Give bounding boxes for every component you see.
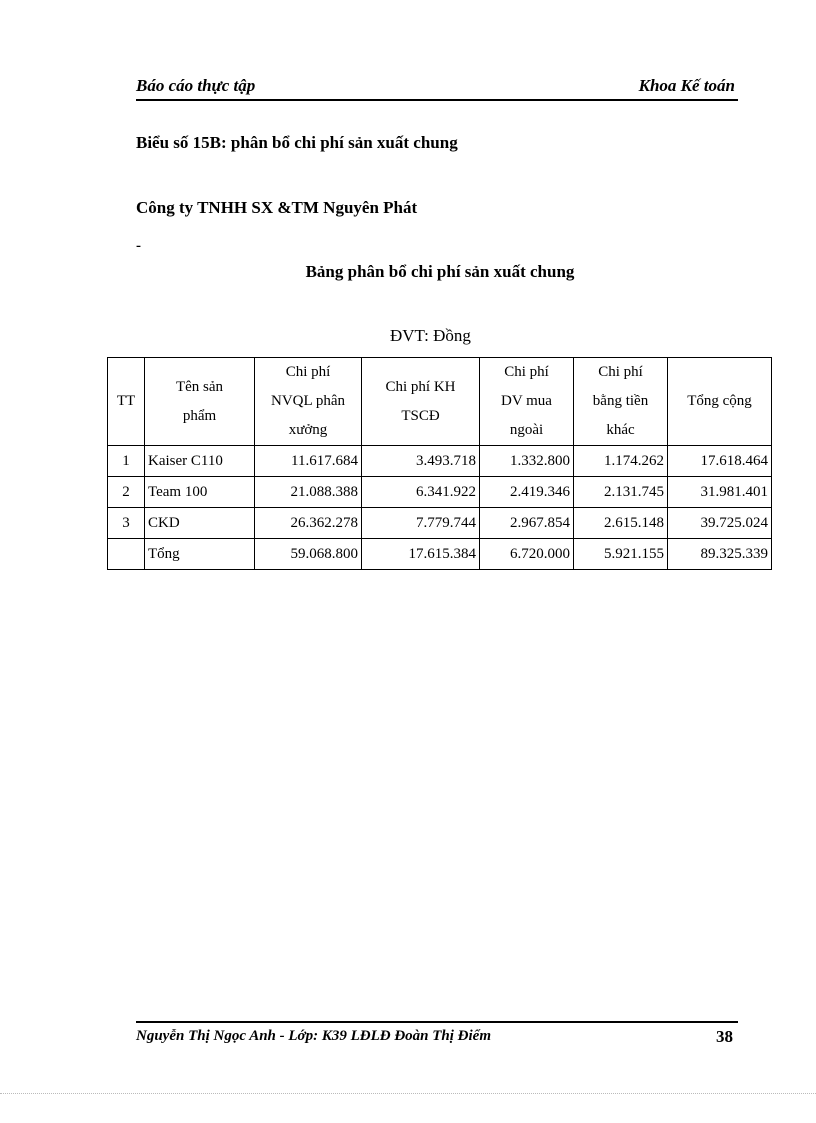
cell-tt: 3 — [108, 508, 145, 539]
cell-other-cash: 2.131.745 — [574, 477, 668, 508]
cell-depreciation: 17.615.384 — [362, 539, 480, 570]
cell-product: Team 100 — [145, 477, 255, 508]
header-report-title: Báo cáo thực tập — [136, 76, 256, 95]
header-tt: TT — [108, 358, 145, 446]
cell-depreciation: 3.493.718 — [362, 446, 480, 477]
cell-depreciation: 6.341.922 — [362, 477, 480, 508]
table-header-row — [108, 358, 772, 446]
cell-other-cash: 1.174.262 — [574, 446, 668, 477]
table-total-row — [108, 539, 772, 570]
page-edge-divider — [0, 1093, 816, 1094]
header-services: Chi phí DV mua ngoài — [480, 358, 574, 446]
table-row — [108, 477, 772, 508]
header-depreciation: Chi phí KH TSCĐ — [362, 358, 480, 446]
cell-product: Kaiser C110 — [145, 446, 255, 477]
cell-services: 6.720.000 — [480, 539, 574, 570]
company-name: Công ty TNHH SX &TM Nguyên Phát — [136, 198, 418, 217]
table-row — [108, 508, 772, 539]
cell-tt: 1 — [108, 446, 145, 477]
header-total: Tổng cộng — [668, 358, 772, 446]
cell-tt — [108, 539, 145, 570]
header-nvql: Chi phí NVQL phân xưởng — [255, 358, 362, 446]
cell-services: 2.967.854 — [480, 508, 574, 539]
page-header — [136, 76, 738, 101]
table-row — [108, 446, 772, 477]
cell-total: 31.981.401 — [668, 477, 772, 508]
cell-tt: 2 — [108, 477, 145, 508]
cell-nvql: 26.362.278 — [255, 508, 362, 539]
cell-other-cash: 2.615.148 — [574, 508, 668, 539]
header-product: Tên sản phẩm — [145, 358, 255, 446]
cell-total: 17.618.464 — [668, 446, 772, 477]
cell-total: 39.725.024 — [668, 508, 772, 539]
header-department: Khoa Kế toán — [638, 76, 735, 95]
currency-unit: ĐVT: Đồng — [390, 326, 471, 345]
allocation-table — [107, 357, 772, 570]
dash-mark: - — [136, 238, 141, 254]
cell-services: 1.332.800 — [480, 446, 574, 477]
header-other-cash: Chi phí bằng tiền khác — [574, 358, 668, 446]
footer-author: Nguyễn Thị Ngọc Anh - Lớp: K39 LĐLĐ Đoàn Thị Điểm — [136, 1028, 491, 1044]
cell-nvql: 59.068.800 — [255, 539, 362, 570]
cell-services: 2.419.346 — [480, 477, 574, 508]
cell-total: 89.325.339 — [668, 539, 772, 570]
cell-nvql: 11.617.684 — [255, 446, 362, 477]
cell-total-label: Tổng — [145, 539, 255, 570]
footer-divider — [136, 1021, 738, 1023]
cell-nvql: 21.088.388 — [255, 477, 362, 508]
table-title: Bảng phân bổ chi phí sản xuất chung — [305, 262, 575, 281]
cell-product: CKD — [145, 508, 255, 539]
page-number: 38 — [716, 1027, 733, 1046]
form-caption: Biểu số 15B: phân bổ chi phí sản xuất chung — [136, 133, 458, 152]
cell-depreciation: 7.779.744 — [362, 508, 480, 539]
cell-other-cash: 5.921.155 — [574, 539, 668, 570]
